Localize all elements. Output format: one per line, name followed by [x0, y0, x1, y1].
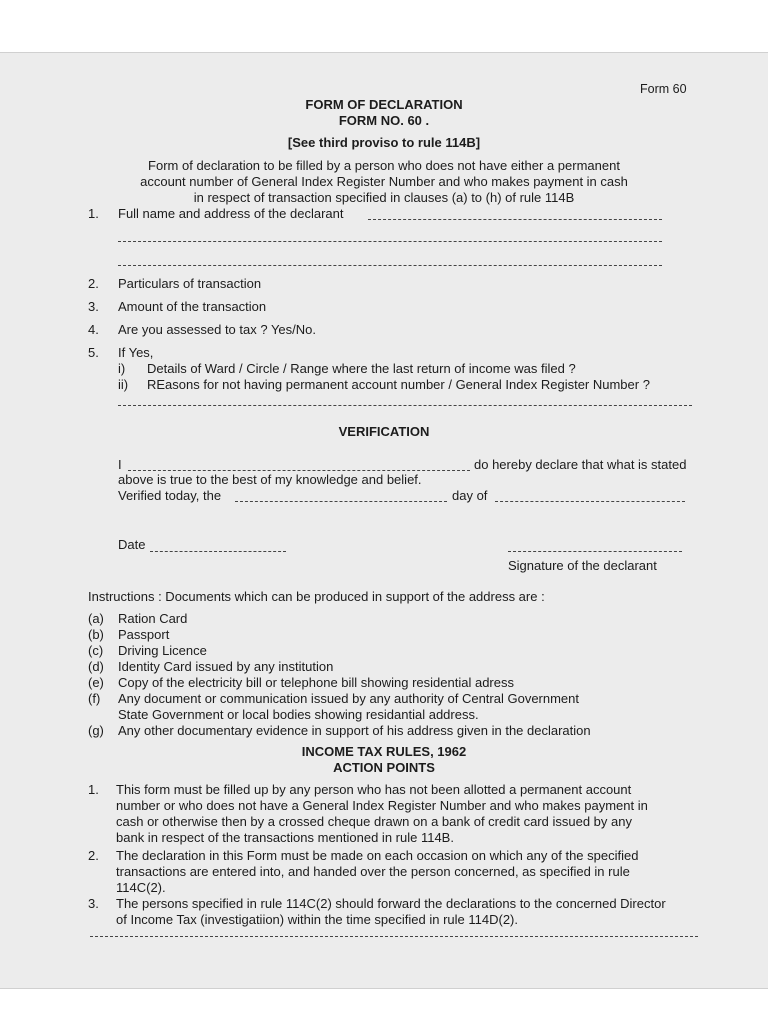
action-point-3-line-1: The persons specified in rule 114C(2) should forward the declarations to the concerned Director — [116, 896, 666, 911]
instruction-key-a: (a) — [88, 611, 104, 626]
signature-label: Signature of the declarant — [508, 558, 657, 573]
date-field-line[interactable] — [150, 551, 286, 552]
instructions-heading: Instructions : Documents which can be produced in support of the address are : — [88, 589, 545, 604]
action-point-1-number: 1. — [88, 782, 99, 797]
instruction-item-g: Any other documentary evidence in support of his address given in the declaration — [118, 723, 591, 738]
verified-date-line[interactable] — [235, 501, 447, 502]
bottom-rule — [90, 936, 698, 937]
action-point-1-line-3: cash or otherwise then by a crossed cheque drawn on a bank of credit card issued by any — [116, 814, 632, 829]
intro-line-2: account number of General Index Register Number and who makes payment in cash — [140, 174, 628, 189]
date-label: Date — [118, 537, 146, 552]
scanned-form-sheet — [0, 52, 768, 989]
item-2-number: 2. — [88, 276, 99, 291]
subitem-ii-label: REasons for not having permanent account number / General Index Register Number ? — [147, 377, 650, 392]
instruction-key-d: (d) — [88, 659, 104, 674]
declarant-name-line[interactable] — [128, 470, 470, 471]
item-4-number: 4. — [88, 322, 99, 337]
item-1-label: Full name and address of the declarant — [118, 206, 344, 221]
action-point-2-line-1: The declaration in this Form must be made on each occasion on which any of the specified — [116, 848, 639, 863]
action-point-3-number: 3. — [88, 896, 99, 911]
action-point-2-line-3: 114C(2). — [116, 880, 166, 895]
day-of-label: day of — [452, 488, 488, 503]
reasons-field-line[interactable] — [118, 405, 692, 406]
signature-field-line[interactable] — [508, 551, 682, 552]
instruction-key-f: (f) — [88, 691, 101, 706]
address-field-line-1[interactable] — [118, 241, 662, 242]
item-3-label: Amount of the transaction — [118, 299, 267, 314]
name-field-line[interactable] — [368, 219, 662, 220]
intro-line-1: Form of declaration to be filled by a person who does not have either a permanent — [148, 158, 620, 173]
address-field-line-2[interactable] — [118, 265, 662, 266]
item-4-label: Are you assessed to tax ? Yes/No. — [118, 322, 317, 337]
item-2-label: Particulars of transaction — [118, 276, 262, 291]
instruction-item-b: Passport — [118, 627, 170, 642]
instruction-item-f-cont: State Government or local bodies showing residantial address. — [118, 707, 479, 722]
action-point-1-line-2: number or who does not have a General Index Register Number and who makes payment in — [116, 798, 648, 813]
verification-declare-text: do hereby declare that what is stated — [474, 457, 687, 472]
action-point-3-line-2: of Income Tax (investigatiion) within the time specified in rule 114D(2). — [116, 912, 518, 927]
action-point-2-line-2: transactions are entered into, and handed over the person concerned, as specified in rule — [116, 864, 630, 879]
verification-i: I — [118, 457, 122, 472]
action-point-1-line-1: This form must be filled up by any person who has not been allotted a permanent account — [116, 782, 632, 797]
instruction-key-g: (g) — [88, 723, 104, 738]
instruction-item-e: Copy of the electricity bill or telephone bill showing residential adress — [118, 675, 514, 690]
action-point-1-line-4: bank in respect of the transactions mentioned in rule 114B. — [116, 830, 454, 845]
instruction-item-a: Ration Card — [118, 611, 188, 626]
subitem-i-number: i) — [118, 361, 126, 376]
item-5-label: If Yes, — [118, 345, 154, 360]
form-proviso: [See third proviso to rule 114B] — [287, 135, 481, 150]
form-number: FORM NO. 60 . — [338, 113, 430, 128]
intro-line-3: in respect of transaction specified in clauses (a) to (h) of rule 114B — [193, 190, 575, 205]
verified-today-label: Verified today, the — [118, 488, 222, 503]
instruction-key-b: (b) — [88, 627, 104, 642]
instruction-key-e: (e) — [88, 675, 104, 690]
subitem-ii-number: ii) — [118, 377, 129, 392]
instruction-key-c: (c) — [88, 643, 104, 658]
item-1-number: 1. — [88, 206, 99, 221]
subitem-i-label: Details of Ward / Circle / Range where the last return of income was filed ? — [147, 361, 576, 376]
rules-title: INCOME TAX RULES, 1962 — [301, 744, 467, 759]
form-corner-label: Form 60 — [640, 82, 687, 96]
instruction-item-d: Identity Card issued by any institution — [118, 659, 334, 674]
verification-heading: VERIFICATION — [338, 424, 430, 439]
instruction-item-f: Any document or communication issued by any authority of Central Government — [118, 691, 580, 706]
verification-belief-text: above is true to the best of my knowledge and belief. — [118, 472, 422, 487]
item-3-number: 3. — [88, 299, 99, 314]
verified-month-line[interactable] — [495, 501, 685, 502]
item-5-number: 5. — [88, 345, 99, 360]
action-point-2-number: 2. — [88, 848, 99, 863]
instruction-item-c: Driving Licence — [118, 643, 207, 658]
form-title: FORM OF DECLARATION — [305, 97, 463, 112]
rules-subtitle: ACTION POINTS — [333, 760, 435, 775]
